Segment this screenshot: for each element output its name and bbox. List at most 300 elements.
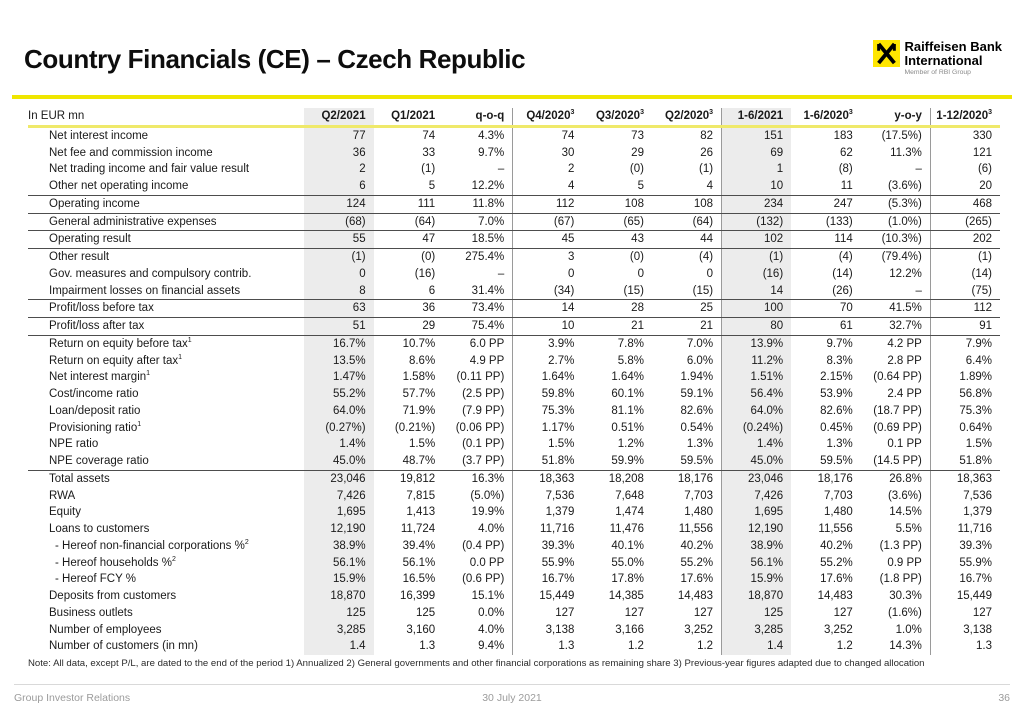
cell: 14,483 — [817, 590, 853, 603]
cell: 1.3 — [419, 640, 436, 653]
cell: (67) — [513, 213, 583, 231]
cell: 0 — [567, 267, 575, 280]
table-row — [28, 126, 1000, 144]
unit-label: In EUR mn — [28, 108, 304, 126]
cell: 3,285 — [722, 622, 792, 639]
cell: 10 — [513, 318, 583, 336]
cell: 1.3 — [558, 640, 575, 653]
cell: 55 — [304, 231, 374, 249]
cell: 1.5% — [408, 438, 436, 451]
cell: 48.7% — [374, 453, 444, 470]
cell: 23,046 — [304, 470, 374, 487]
cell: (0.64 PP) — [861, 369, 931, 386]
cell: (5.3%) — [861, 195, 931, 213]
cell: 11 — [791, 178, 861, 195]
row-label: - Hereof households %$^2$ — [55, 555, 176, 569]
cell: 1.5% — [965, 438, 992, 451]
cell: 1.5% — [548, 438, 575, 451]
cell: 3 — [567, 251, 575, 264]
cell: 6.0% — [652, 353, 722, 370]
cell: 151 — [722, 126, 792, 144]
row-label: Number of customers (in mn) — [49, 640, 198, 653]
cell: 9.7% — [443, 145, 513, 162]
cell: 5 — [582, 178, 652, 195]
cell: 125 — [416, 606, 436, 619]
cell: (79.4%) — [861, 249, 931, 266]
cell: 18,176 — [652, 470, 722, 487]
table-row — [28, 318, 1000, 336]
cell: (14) — [832, 267, 853, 280]
cell: 19,812 — [400, 472, 436, 485]
column-header: Q1/2021 — [374, 108, 444, 126]
cell: 11,716 — [540, 523, 575, 536]
cell: 127 — [624, 606, 644, 619]
column-header: y-o-y — [861, 108, 931, 126]
cell: (34) — [513, 283, 583, 300]
cell: 2.8 PP — [861, 353, 931, 370]
table-body — [28, 126, 1000, 655]
footnote: Note: All data, except P/L, are dated to the end of the period 1) Annualized 2) General governments and other financial corporations as remaining share 3) Previous-year figures adapted due to changed allocation — [28, 658, 925, 669]
row-label: Other result — [49, 251, 110, 264]
row-label: General administrative expenses — [28, 213, 304, 231]
cell: (15) — [582, 283, 652, 300]
cell: 1.3% — [652, 436, 722, 453]
cell: 0.9 PP — [861, 555, 931, 572]
logo-wordmark — [904, 40, 1002, 67]
cell: 62 — [839, 146, 853, 159]
cell: (1) — [652, 161, 722, 178]
cell: 29 — [631, 146, 644, 159]
cell: 7.0% — [652, 335, 722, 352]
cell: (0) — [629, 251, 644, 264]
cell: 16.7% — [541, 573, 575, 586]
cell: 0 — [304, 266, 374, 283]
cell: 1.2 — [627, 640, 644, 653]
footer-date: 30 July 2021 — [482, 692, 542, 704]
cell: 17.8% — [611, 573, 644, 586]
row-label: Impairment losses on financial assets — [28, 283, 304, 300]
cell: 51.8% — [930, 453, 1000, 470]
cell: 0 — [652, 266, 722, 283]
column-header: Q2/2020$^3$ — [652, 108, 722, 126]
cell: (0.27%) — [304, 420, 374, 437]
table-row — [28, 178, 1000, 195]
cell: 43 — [582, 231, 652, 249]
cell: 55.0% — [611, 556, 644, 569]
cell: 18.5% — [443, 231, 513, 249]
cell: 47 — [374, 231, 444, 249]
cell: (75) — [930, 283, 1000, 300]
row-label: Business outlets — [49, 606, 133, 619]
cell: 44 — [652, 231, 722, 249]
cell: 38.9% — [304, 538, 374, 555]
cell: 127 — [833, 606, 853, 619]
cell: 7,648 — [615, 489, 644, 502]
cell: 26 — [652, 145, 722, 162]
cell: 56.8% — [959, 388, 992, 401]
cell: 7,703 — [652, 488, 722, 505]
cell: 127 — [555, 606, 575, 619]
cell: 1,474 — [615, 506, 644, 519]
row-label: Other net operating income — [28, 178, 304, 195]
table-row — [28, 386, 1000, 403]
cell: 0.54% — [652, 420, 722, 437]
cell: (265) — [930, 213, 1000, 231]
cell: (17.5%) — [861, 126, 931, 144]
cell: 13.9% — [722, 335, 792, 352]
table-row — [28, 249, 1000, 266]
cell: 14 — [722, 283, 792, 300]
cell: 4.9 PP — [443, 353, 513, 370]
financials-table — [28, 108, 1000, 655]
cell: 125 — [722, 605, 792, 622]
cell: 2 — [567, 163, 575, 176]
cell: 38.9% — [722, 538, 792, 555]
cell: 1.2 — [836, 640, 853, 653]
cell: 80 — [722, 318, 792, 336]
cell: (133) — [791, 213, 861, 231]
table-row — [28, 213, 1000, 231]
cell: 7.0% — [443, 213, 513, 231]
cell: (1) — [722, 249, 792, 266]
cell: (14.5 PP) — [861, 453, 931, 470]
cell: 4.0% — [443, 521, 513, 538]
footer — [14, 684, 1010, 704]
cell: 0.0% — [443, 605, 513, 622]
cell: (0.11 PP) — [443, 369, 513, 386]
cell: 7,815 — [406, 489, 436, 502]
cell: (0.4 PP) — [443, 538, 513, 555]
cell: (1.6%) — [861, 605, 931, 622]
cell: (4) — [838, 251, 853, 264]
cell: 14.5% — [861, 504, 931, 521]
cell: 2.15% — [820, 371, 853, 384]
cell: 55.2% — [304, 386, 374, 403]
table-row — [28, 538, 1000, 555]
table-row — [28, 266, 1000, 283]
cell: 19.9% — [443, 504, 513, 521]
cell: 127 — [972, 606, 992, 619]
title-underline — [12, 95, 1012, 99]
cell: 1.0% — [861, 622, 931, 639]
cell: 1,413 — [406, 506, 436, 519]
cell: 6 — [304, 178, 374, 195]
cell: 15.9% — [304, 571, 374, 588]
cell: 1.3 — [976, 640, 992, 653]
cell: 0.1 PP — [861, 436, 931, 453]
cell: (1.8 PP) — [861, 571, 931, 588]
cell: 2.7% — [548, 354, 575, 367]
cell: 3.9% — [548, 337, 575, 350]
row-label: NPE ratio — [49, 438, 99, 451]
cell: 125 — [304, 605, 374, 622]
cell: (5.0%) — [443, 488, 513, 505]
cell: 56.4% — [722, 386, 792, 403]
cell: 18,363 — [956, 472, 992, 485]
cell: 12,190 — [304, 521, 374, 538]
cell: 121 — [972, 146, 992, 159]
cell: (64) — [374, 213, 444, 231]
raiffeisen-gable-cross-icon — [873, 40, 900, 67]
table-row — [28, 638, 1000, 655]
cell: 14,385 — [608, 590, 644, 603]
cell: 91 — [930, 318, 1000, 336]
cell: 75.4% — [443, 318, 513, 336]
table-row — [28, 605, 1000, 622]
cell: (16) — [722, 266, 792, 283]
cell: 16,399 — [400, 590, 436, 603]
cell: 3,252 — [823, 623, 853, 636]
table-row — [28, 521, 1000, 538]
cell: 17.6% — [820, 573, 853, 586]
cell: 3,160 — [406, 623, 436, 636]
cell: 1,379 — [963, 506, 992, 519]
cell: 81.1% — [611, 404, 644, 417]
cell: (1) — [977, 251, 992, 264]
cell: 6.4% — [965, 354, 992, 367]
row-label: Cost/income ratio — [49, 388, 139, 401]
cell: 275.4% — [443, 249, 513, 266]
cell: (68) — [304, 213, 374, 231]
cell: 112 — [513, 195, 583, 213]
cell: 1,695 — [304, 504, 374, 521]
cell: 1.2 — [652, 638, 722, 655]
cell: 1.4 — [304, 638, 374, 655]
row-label: Equity — [49, 506, 81, 519]
page-title: Country Financials (CE) – Czech Republic — [24, 44, 526, 74]
table-row — [28, 335, 1000, 352]
cell: 16.5% — [402, 573, 436, 586]
cell: (3.6%) — [861, 178, 931, 195]
table-row — [28, 231, 1000, 249]
cell: (0.24%) — [722, 420, 792, 437]
cell: 18,870 — [304, 588, 374, 605]
cell: 51 — [304, 318, 374, 336]
cell: (0.1 PP) — [443, 436, 513, 453]
cell: 15,449 — [539, 590, 575, 603]
cell: 5.8% — [617, 354, 644, 367]
cell: 0 — [637, 267, 644, 280]
cell: 56.1% — [722, 555, 792, 572]
cell: 75.3% — [959, 404, 992, 417]
cell: 4 — [652, 178, 722, 195]
cell: 0.51% — [611, 421, 644, 434]
cell: 247 — [791, 195, 861, 213]
cell: (0) — [421, 251, 436, 264]
cell: 56.1% — [304, 555, 374, 572]
cell: 59.5% — [652, 453, 722, 470]
table-row — [28, 300, 1000, 318]
logo-line1: Raiffeisen Bank — [904, 39, 1002, 54]
cell: 11.2% — [722, 353, 792, 370]
column-header: 1-6/2020$^3$ — [791, 108, 861, 126]
cell: 30.3% — [861, 588, 931, 605]
table-row — [28, 420, 1000, 437]
cell: 7.9% — [965, 337, 992, 350]
cell: 53.9% — [820, 388, 853, 401]
row-label: Operating income — [28, 195, 304, 213]
cell: – — [861, 161, 931, 178]
cell: 82.6% — [820, 404, 853, 417]
cell: 11,556 — [652, 521, 722, 538]
cell: 64.0% — [722, 403, 792, 420]
cell: 71.9% — [402, 404, 436, 417]
cell: 11,556 — [818, 523, 853, 536]
cell: 45.0% — [722, 453, 792, 470]
cell: 4.2 PP — [861, 335, 931, 352]
table-row — [28, 145, 1000, 162]
cell: 6 — [374, 283, 444, 300]
cell: 82 — [652, 126, 722, 144]
cell: 59.9% — [582, 453, 652, 470]
financials-table-container — [28, 108, 1000, 655]
cell: 4.0% — [443, 622, 513, 639]
cell: 39.3% — [959, 539, 992, 552]
cell: 112 — [930, 300, 1000, 318]
cell: 18,870 — [722, 588, 792, 605]
table-row — [28, 504, 1000, 521]
cell: 74 — [561, 129, 575, 142]
cell: 1.51% — [722, 369, 792, 386]
cell: 1.3% — [826, 438, 853, 451]
row-label: Deposits from customers — [49, 590, 177, 603]
table-row — [28, 353, 1000, 370]
cell: 39.4% — [402, 539, 436, 552]
cell: 4 — [513, 178, 583, 195]
cell: 12.2% — [861, 266, 931, 283]
cell: 3,166 — [615, 623, 644, 636]
cell: 7,426 — [722, 488, 792, 505]
cell: 28 — [582, 300, 652, 318]
table-row — [28, 453, 1000, 470]
cell: (4) — [652, 249, 722, 266]
cell: (16) — [414, 267, 436, 280]
cell: 69 — [722, 145, 792, 162]
cell: 0.45% — [820, 421, 853, 434]
cell: 70 — [791, 300, 861, 318]
cell: 11,716 — [957, 523, 992, 536]
row-label: NPE coverage ratio — [28, 453, 304, 470]
cell: 77 — [304, 126, 374, 144]
cell: (10.3%) — [861, 231, 931, 249]
cell: 32.7% — [861, 318, 931, 336]
row-label: Net fee and commission income — [49, 146, 213, 159]
cell: 12,190 — [722, 521, 792, 538]
cell: 114 — [791, 231, 861, 249]
cell: (1.0%) — [861, 213, 931, 231]
cell: 15.1% — [443, 588, 513, 605]
cell: 51.8% — [513, 453, 583, 470]
cell: 55.9% — [959, 556, 992, 569]
cell: 57.7% — [402, 388, 436, 401]
cell: 202 — [930, 231, 1000, 249]
cell: 73 — [631, 129, 644, 142]
cell: 40.1% — [611, 539, 644, 552]
cell: 14.3% — [861, 638, 931, 655]
cell: 7.8% — [617, 337, 644, 350]
cell: 1.2% — [617, 438, 644, 451]
cell: 7,536 — [963, 489, 992, 502]
table-row — [28, 369, 1000, 386]
cell: 36 — [304, 145, 374, 162]
cell: 10.7% — [402, 337, 436, 350]
row-label: Return on equity before tax$^1$ — [49, 337, 192, 350]
cell: 15,449 — [956, 590, 992, 603]
cell: 1,695 — [722, 504, 792, 521]
cell: 1.17% — [541, 421, 575, 434]
cell: 56.1% — [402, 556, 436, 569]
cell: 20 — [930, 178, 1000, 195]
cell: 1.4 — [722, 638, 792, 655]
row-label: RWA — [49, 489, 76, 502]
cell: 8.6% — [408, 354, 436, 367]
cell: 1,480 — [652, 504, 722, 521]
table-row — [28, 436, 1000, 453]
cell: (1) — [421, 163, 436, 176]
cell: (15) — [652, 283, 722, 300]
cell: 3,138 — [545, 623, 575, 636]
table-row — [28, 622, 1000, 639]
cell: 1.94% — [652, 369, 722, 386]
cell: 26.8% — [861, 470, 931, 487]
cell: 5 — [374, 178, 444, 195]
cell: 59.8% — [541, 388, 575, 401]
cell: 18,363 — [539, 472, 575, 485]
table-row — [28, 488, 1000, 505]
cell: 1 — [722, 161, 792, 178]
company-logo — [873, 40, 1002, 76]
row-label: Provisioning ratio$^1$ — [49, 420, 142, 434]
footer-department: Group Investor Relations — [14, 692, 131, 704]
cell: 31.4% — [443, 283, 513, 300]
cell: 30 — [561, 146, 575, 159]
cell: 21 — [582, 318, 652, 336]
cell: 9.7% — [826, 337, 853, 350]
cell: 1.58% — [402, 371, 436, 384]
row-label: Loan/deposit ratio — [49, 404, 141, 417]
cell: (2.5 PP) — [443, 386, 513, 403]
cell: (0.06 PP) — [443, 420, 513, 437]
cell: 183 — [833, 129, 853, 142]
cell: 330 — [972, 129, 992, 142]
cell: 17.6% — [652, 571, 722, 588]
cell: (3.6%) — [861, 488, 931, 505]
table-row — [28, 403, 1000, 420]
row-label: Total assets — [49, 472, 110, 485]
cell: 21 — [652, 318, 722, 336]
cell: 14,483 — [652, 588, 722, 605]
cell: 55.2% — [820, 556, 853, 569]
cell: 55.2% — [652, 555, 722, 572]
logo-member-tagline: Member of RBI Group — [904, 69, 971, 77]
cell: 0.64% — [959, 421, 992, 434]
cell: 3,138 — [963, 623, 992, 636]
cell: 64.0% — [304, 403, 374, 420]
cell: 29 — [374, 318, 444, 336]
cell: (0.69 PP) — [861, 420, 931, 437]
cell: 1.4% — [722, 436, 792, 453]
cell: (18.7 PP) — [861, 403, 931, 420]
cell: 8.3% — [826, 354, 853, 367]
cell: (8) — [838, 163, 853, 176]
cell: – — [443, 161, 513, 178]
cell: (0.6 PP) — [443, 571, 513, 588]
cell: 102 — [722, 231, 792, 249]
cell: (26) — [791, 283, 861, 300]
cell: 11.3% — [861, 145, 931, 162]
cell: 14 — [513, 300, 583, 318]
cell: 10 — [722, 178, 792, 195]
